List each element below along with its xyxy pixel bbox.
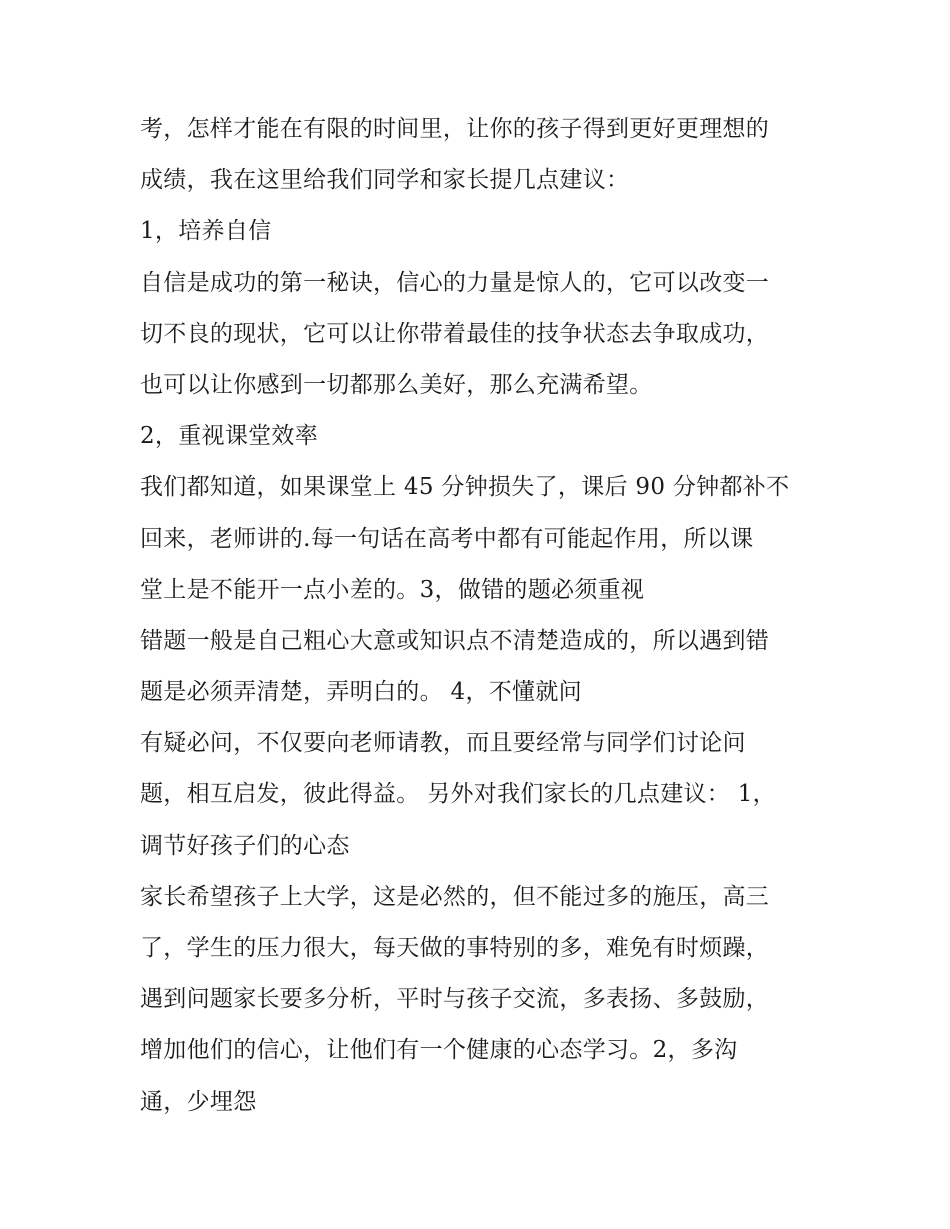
section-heading: 调节好孩子们的心态 — [140, 832, 350, 859]
text-line: 自信是成功的第一秘诀，信心的力量是惊人的，它可以改变一 — [140, 269, 770, 296]
text-line: 回来，老师讲的.每一句话在高考中都有可能起作用，所以课 — [140, 525, 754, 552]
text-line: 考，怎样才能在有限的时间里，让你的孩子得到更好更理想的 — [140, 116, 770, 142]
text-line: 题，相互启发，彼此得益。 另外对我们家长的几点建议： 1， — [140, 781, 776, 808]
text-line: 通，少埋怨 — [140, 1088, 257, 1115]
section-heading: 2，重视课堂效率 — [140, 423, 319, 450]
text-line: 题是必须弄清楚，弄明白的。 4，不懂就问 — [140, 679, 582, 706]
text-line: 有疑必问，不仅要向老师请教，而且要经常与同学们讨论问 — [140, 730, 746, 757]
text-line: 错题一般是自己粗心大意或知识点不清楚造成的，所以遇到错 — [140, 627, 770, 654]
text-line: 遇到问题家长要多分析，平时与孩子交流，多表扬、多鼓励， — [140, 986, 770, 1013]
section-heading: 1，培养自信 — [140, 218, 272, 245]
text-line: 堂上是不能开一点小差的。3，做错的题必须重视 — [140, 576, 645, 603]
text-line: 了，学生的压力很大，每天做的事特别的多，难免有时烦躁， — [140, 935, 770, 961]
text-line: 也可以让你感到一切都那么美好，那么充满希望。 — [140, 371, 653, 398]
text-line: 增加他们的信心，让他们有一个健康的心态学习。2，多沟 — [140, 1037, 738, 1064]
body-text — [140, 104, 820, 1128]
text-line: 家长希望孩子上大学，这是必然的，但不能过多的施压，高三 — [140, 883, 770, 910]
text-line: 成绩，我在这里给我们同学和家长提几点建议： — [140, 167, 630, 194]
text-line: 我们都知道，如果课堂上 45 分钟损失了，课后 90 分钟都补不 — [140, 474, 790, 501]
text-line: 切不良的现状，它可以让你带着最佳的技争状态去争取成功， — [140, 320, 770, 347]
